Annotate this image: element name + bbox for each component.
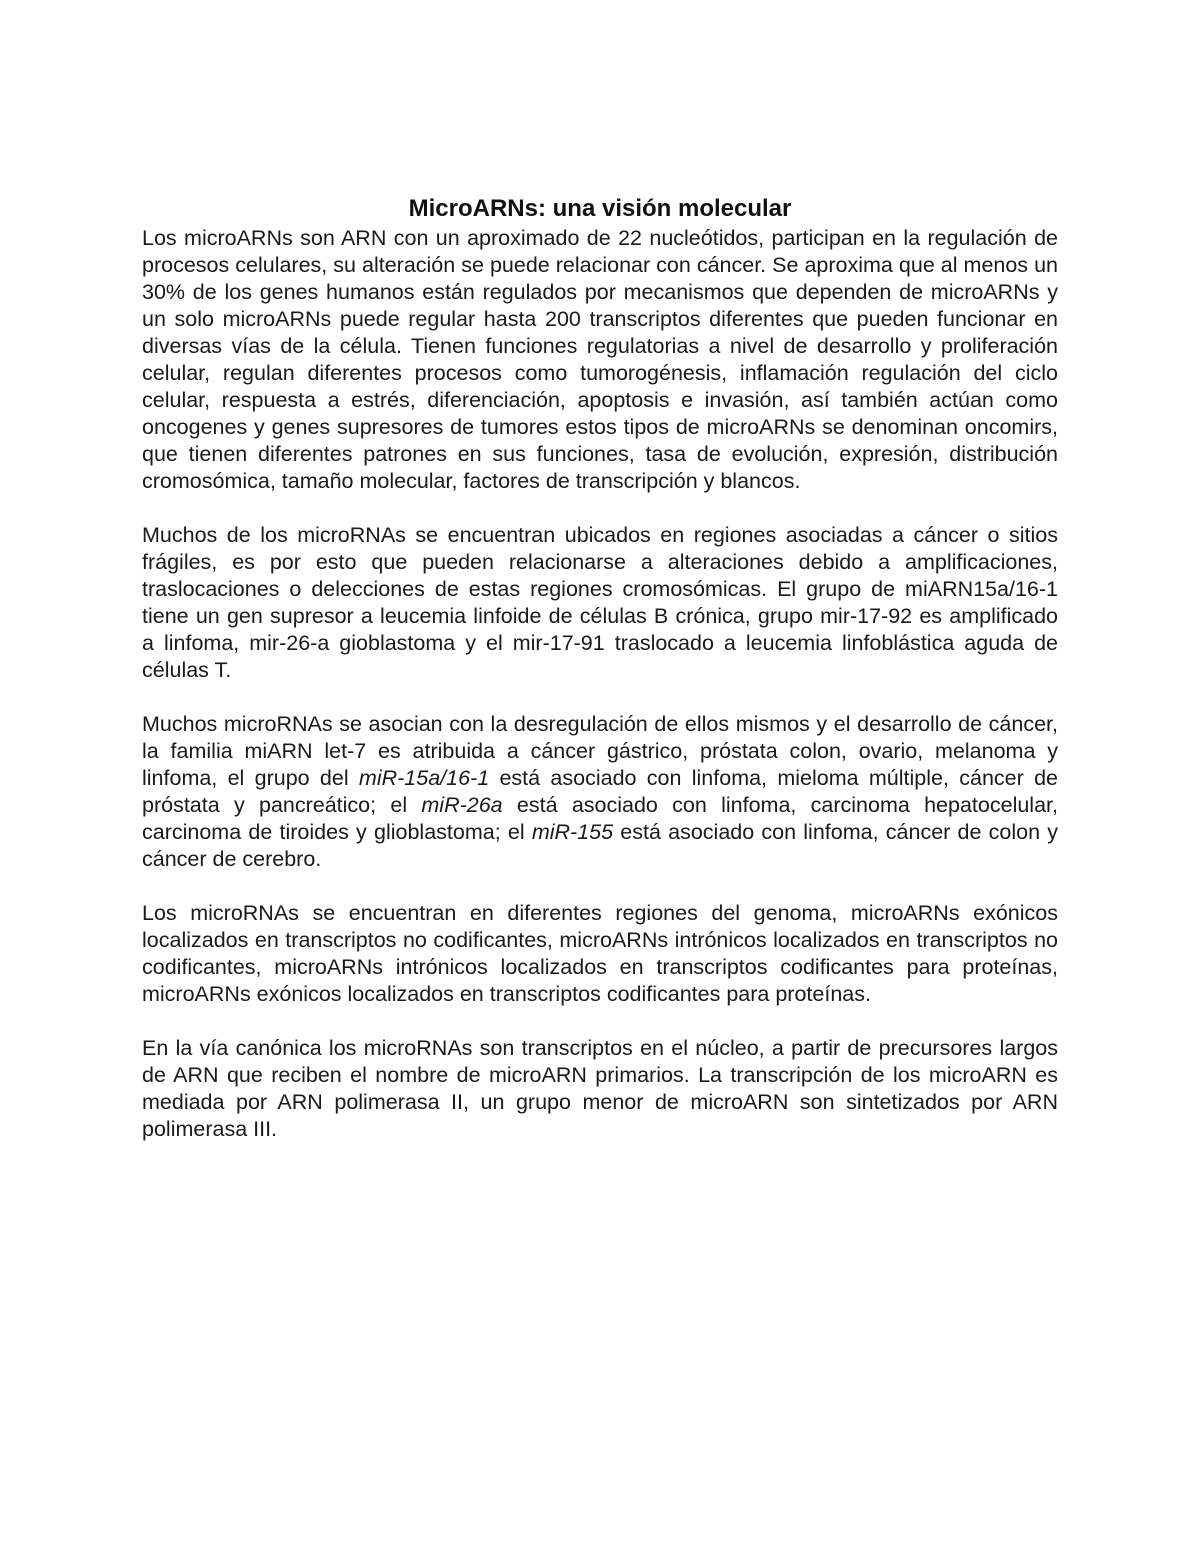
body-paragraph bbox=[142, 711, 1058, 873]
body-paragraph bbox=[142, 522, 1058, 684]
body-paragraph bbox=[142, 1035, 1058, 1143]
document-title: MicroARNs: una visión molecular bbox=[408, 195, 792, 222]
paragraph-text-run: Los microRNAs se encuentran en diferentes regiones del genoma, microARNs exónicos localizados en transcriptos no codificantes, microARNs intrónicos localizados en transcriptos no codificantes, microARNs intrónicos localizados en transcriptos codificantes para proteínas, microARNs exónicos localizados en transcriptos codificantes para proteínas. bbox=[142, 901, 1058, 1006]
paragraph-text-run: está asociado con linfoma, cáncer de colon y cáncer de cerebro. bbox=[142, 820, 1058, 871]
paragraph-text-run: Los microARNs son ARN con un aproximado de 22 nucleótidos, participan en la regulación de procesos celulares, su alteración se puede relacionar con cáncer. Se aproxima que al menos un 30% de los genes humanos están regulados por mecanismos que dependen de microARNs y un solo microARNs puede regular hasta 200 transcriptos diferentes que pueden funcionar en diversas vías de la célula. Tienen funciones regulatorias a nivel de desarrollo y proliferación celular, regulan diferentes procesos como tumorogénesis, inflamación regulación del ciclo celular, respuesta a estrés, diferenciación, apoptosis e invasión, así también actúan como oncogenes y genes supresores de tumores estos tipos de microARNs se denominan oncomirs, que tienen diferentes patrones en sus funciones, tasa de evolución, expresión, distribución cromosómica, tamaño molecular, factores de transcripción y blancos. bbox=[142, 226, 1058, 493]
gene-name-italic: miR-26a bbox=[421, 793, 503, 817]
gene-name-italic: miR-155 bbox=[531, 820, 614, 844]
paragraph-text-run: Muchos de los microRNAs se encuentran ubicados en regiones asociadas a cáncer o sitios frágiles, es por esto que pueden relacionarse a alteraciones debido a amplificaciones, traslocaciones o delecciones de estas regiones cromosómicas. El grupo de miARN15a/16-1 tiene un gen supresor a leucemia linfoide de células B crónica, grupo mir-17-92 es amplificado a linfoma, mir-26-a gioblastoma y el mir-17-91 traslocado a leucemia linfoblástica aguda de células T. bbox=[142, 523, 1058, 682]
paragraph-text-run: Muchos microRNAs se asocian con la desregulación de ellos mismos y el desarrollo de cáncer, la familia miARN let-7 es atribuida a cáncer gástrico, próstata colon, ovario, melanoma y linfoma, el grupo del bbox=[142, 712, 1058, 790]
body-paragraph bbox=[142, 900, 1058, 1008]
document-page bbox=[142, 193, 1058, 1170]
body-paragraph bbox=[142, 225, 1058, 495]
paragraph-text-run: En la vía canónica los microRNAs son transcriptos en el núcleo, a partir de precursores largos de ARN que reciben el nombre de microARN primarios. La transcripción de los microARN es mediada por ARN polimerasa II, un grupo menor de microARN son sintetizados por ARN polimerasa III. bbox=[142, 1036, 1058, 1141]
paragraph-text-run: está asociado con linfoma, carcinoma hepatocelular, carcinoma de tiroides y glioblastoma; el bbox=[142, 793, 1058, 844]
document-body bbox=[142, 225, 1058, 1143]
paragraph-text-run: está asociado con linfoma, mieloma múltiple, cáncer de próstata y pancreático; el bbox=[142, 766, 1059, 817]
gene-name-italic: miR-15a/16-1 bbox=[358, 766, 490, 790]
